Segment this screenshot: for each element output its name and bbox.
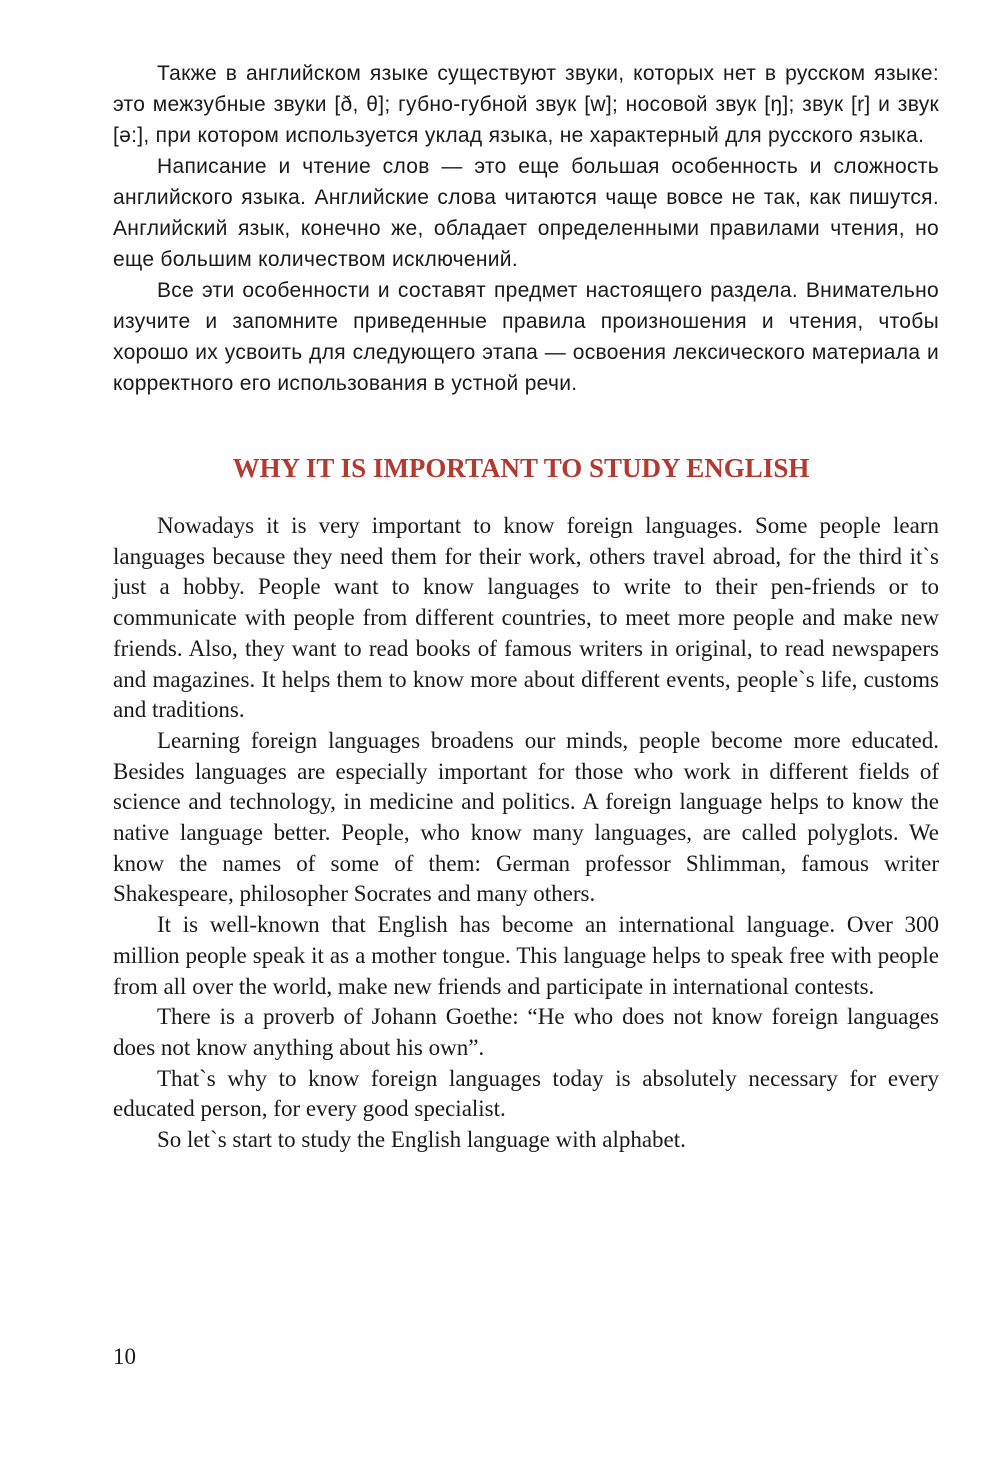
section-paragraph-3: It is well-known that English has become an international language. Over 300 million people speak it as a mother tongue. This language helps to speak free with people from all over the world, make new friends and participate in international contests. — [113, 912, 939, 999]
section-paragraph-6: So let`s start to study the English language with alphabet. — [157, 1127, 686, 1153]
page-number: 10 — [113, 1344, 136, 1369]
section-heading: WHY IT IS IMPORTANT TO STUDY ENGLISH — [232, 453, 810, 483]
section-paragraph-4: There is a proverb of Johann Goethe: “He who does not know foreign languages does not know anything about his own”. — [113, 1004, 939, 1060]
intro-paragraph-2: Написание и чтение слов — это еще большая особенность и сложность английского языка. Английские слова читаются чаще вовсе не так, как пишутся. Английский язык, конечно же, обладает определенными правилами чтения, но еще большим количеством исключений. — [113, 155, 939, 271]
intro-paragraph-3: Все эти особенности и составят предмет настоящего раздела. Внимательно изучите и запомните приведенные правила произношения и чтения, чтобы хорошо их усвоить для следующего этапа — освоения лексического материала и корректного его использования в устной речи. — [113, 279, 939, 395]
section-paragraph-5: That`s why to know foreign languages today is absolutely necessary for every educated person, for every good specialist. — [113, 1065, 939, 1122]
section-paragraph-1: Nowadays it is very important to know foreign languages. Some people learn languages because they need them for their work, others travel abroad, for the third it`s just a hobby. People want to know languages to write to their pen-friends or to communicate with people from different countries, to meet more people and make new friends. Also, they want to read books of famous writers in original, to read newspapers and magazines. It helps them to know more about different events, people`s life, customs and traditions. — [113, 513, 939, 723]
section-paragraph-2: Learning foreign languages broadens our minds, people become more educated. Besides languages are especially important for those who work in different fields of science and technology, in medicine and politics. A foreign language helps to know the native language better. People, who know many languages, are called polyglots. We know the names of some of them: German professor Shlimman, famous writer Shakespeare, philosopher Socrates and many others. — [113, 727, 939, 907]
page-content — [113, 58, 939, 1156]
intro-paragraph-1: Также в английском языке существуют звуки, которых нет в русском языке: это межзубные звуки [ð, θ]; губно-губной звук [w]; носовой звук [ŋ]; звук [r] и звук [ə:], при котором используется уклад языка, не характерный для русского языка. — [113, 62, 939, 147]
